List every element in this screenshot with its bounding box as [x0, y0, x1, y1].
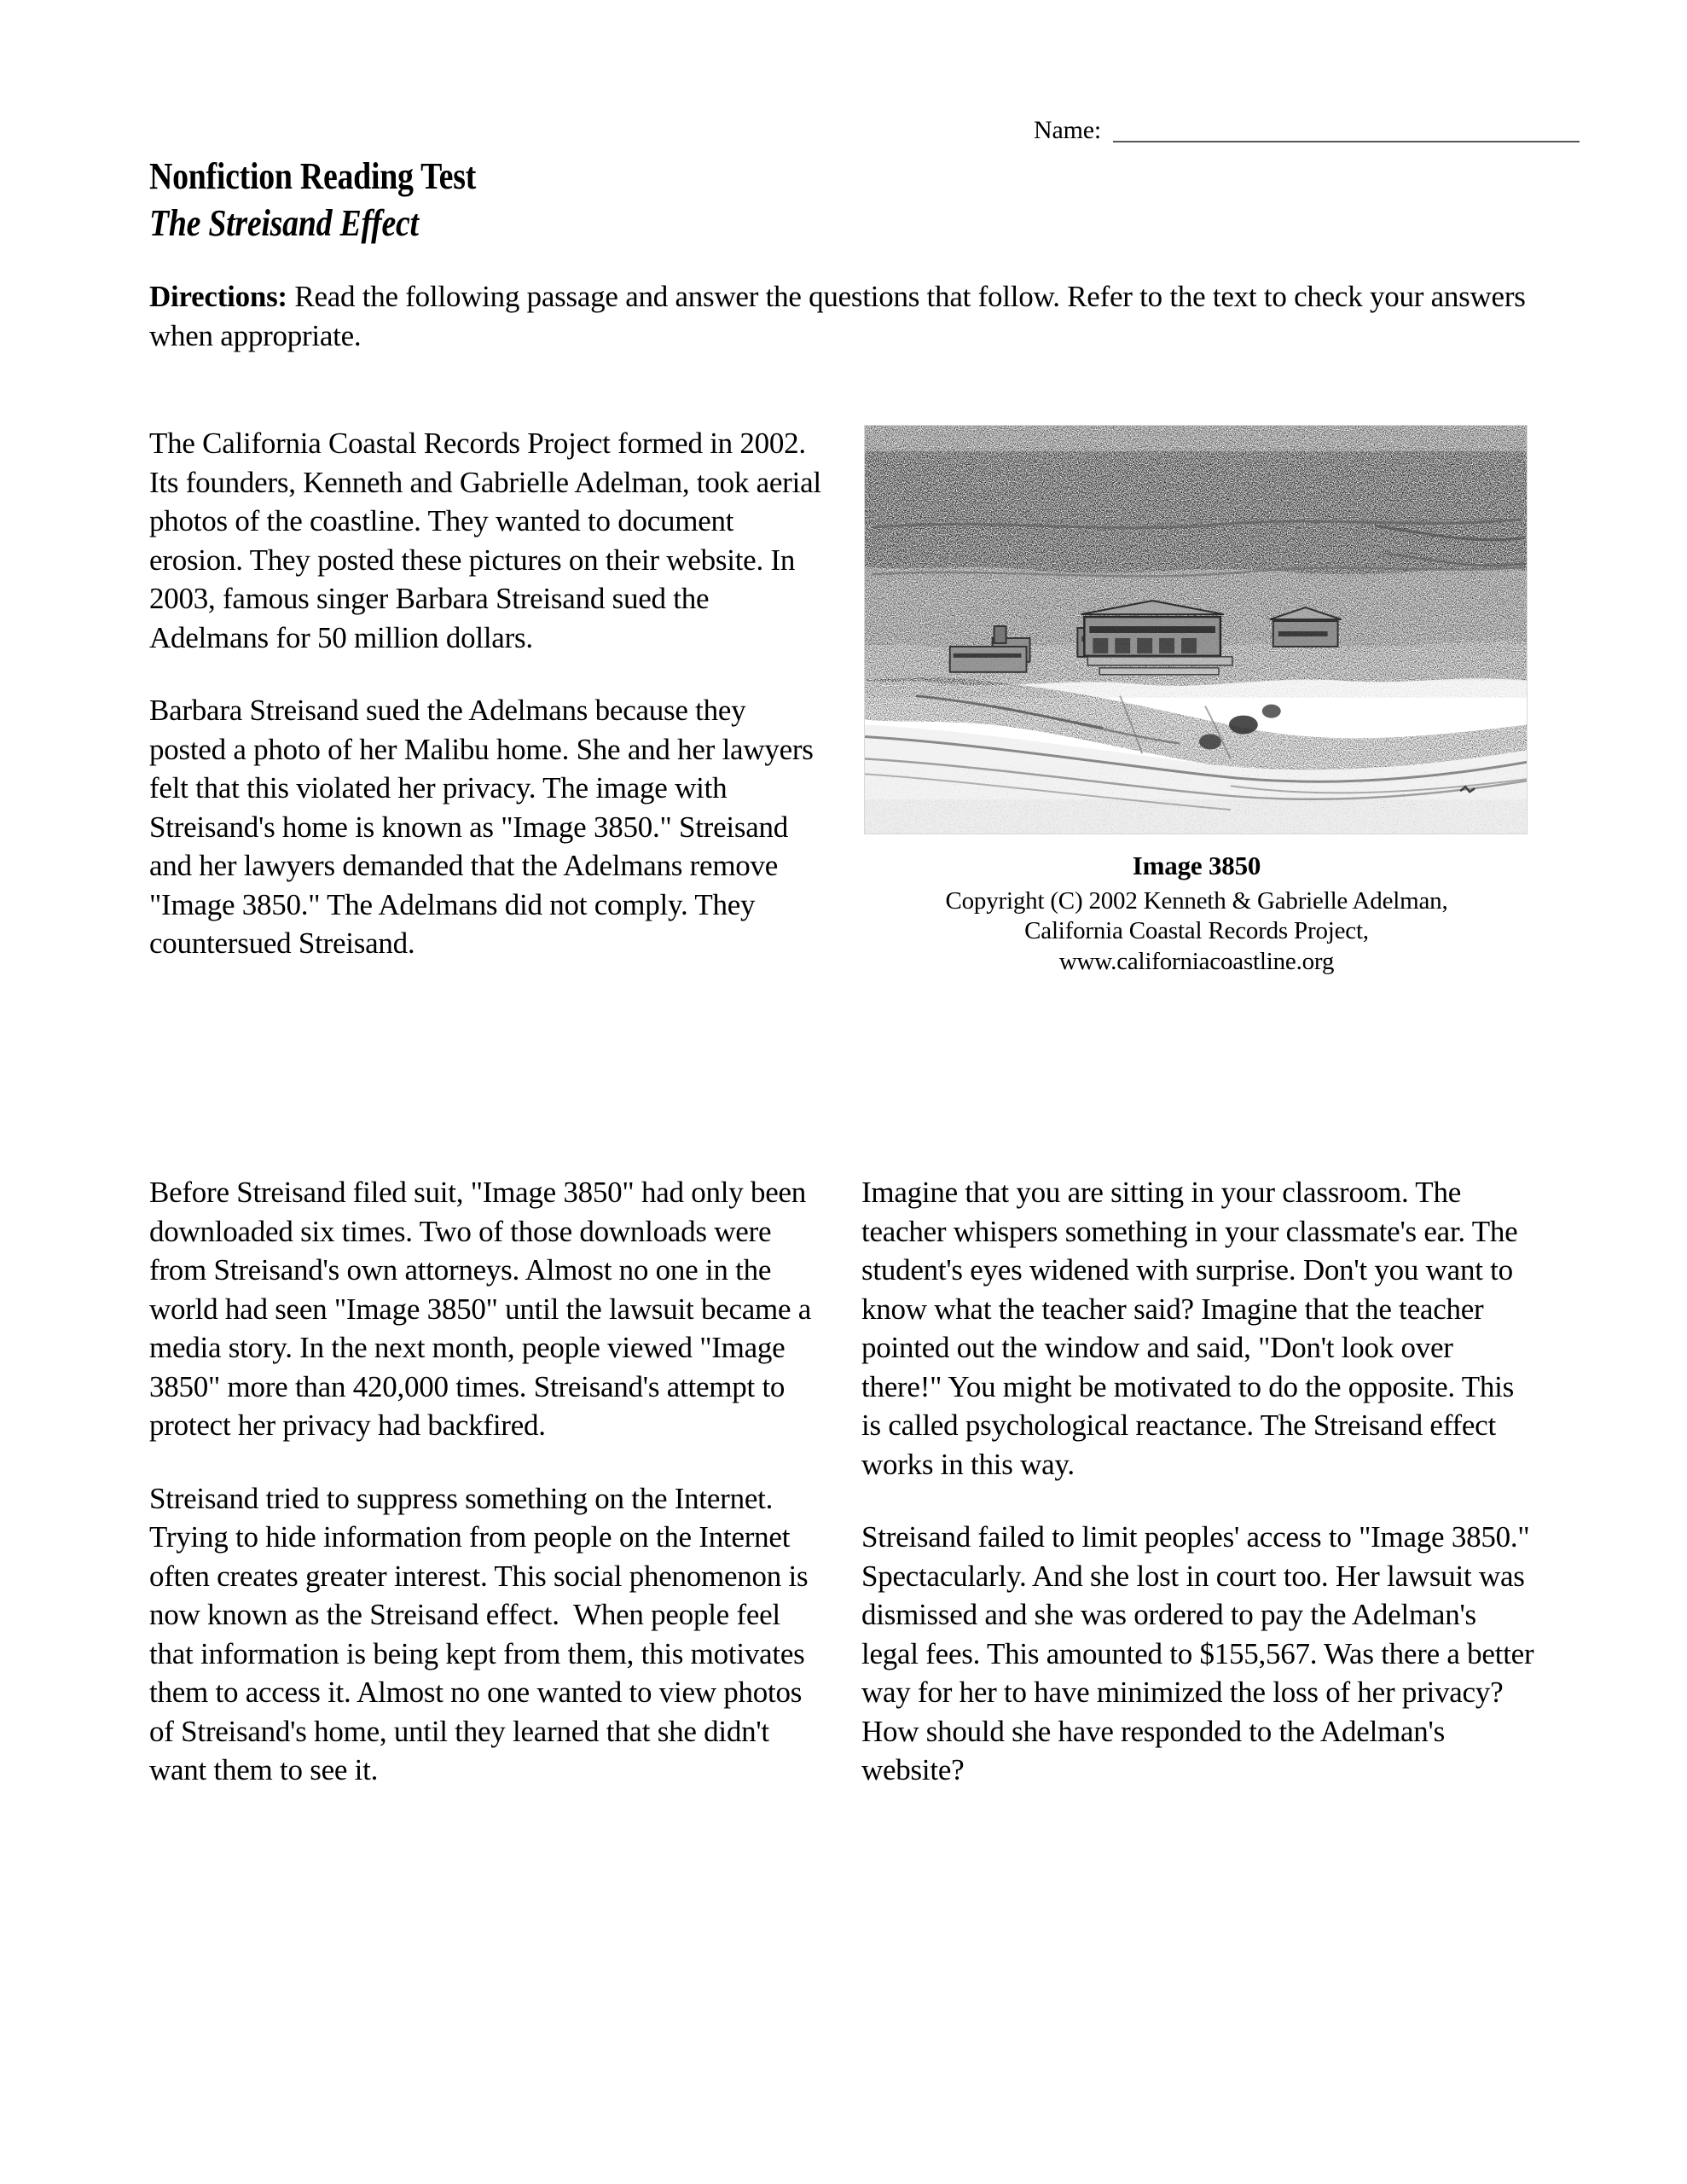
passage-paragraph: Before Streisand filed suit, "Image 3850" had only been downloaded six times. Two of those downloads were from Streisand's own attorneys. Almost no one in the world had seen "Image 3850" until the lawsuit became a media story. In the next month, people viewed "Image 3850" more than 420,000 times. Streisand's attempt to protect her privacy had backfired. [149, 1176, 819, 1442]
passage-paragraph: The California Coastal Records Project formed in 2002. Its founders, Kenneth and Gabrielle Adelman, took aerial photos of the coastline. They wanted to document erosion. They posted these pictures on their website. In 2003, famous singer Barbara Streisand sued the Adelmans for 50 million dollars. [149, 427, 829, 654]
caption-website-line: www.californiacoastline.org [1058, 947, 1335, 975]
name-field-row [1034, 118, 1580, 145]
page-subtitle: The Streisand Effect [149, 202, 419, 245]
directions-label: Directions: [149, 280, 287, 313]
name-write-in-line[interactable] [1113, 140, 1580, 142]
caption-copyright-line-2: California Coastal Records Project, [1024, 917, 1369, 945]
figure-caption [864, 850, 1529, 977]
name-label: Name: [1034, 116, 1101, 144]
passage-paragraph: Barbara Streisand sued the Adelmans because they posted a photo of her Malibu home. She and her lawyers felt that this violated her privacy. The image with Streisand's home is known as "Image 3850." Streisand and her lawyers demanded that the Adelmans remove "Image 3850." The Adelmans did not comply. They countersued Streisand. [149, 694, 821, 960]
passage-column-left-bottom [149, 1173, 827, 1790]
caption-copyright-line-1: Copyright (C) 2002 Kenneth & Gabrielle Adelman, [945, 886, 1448, 915]
passage-column-right-bottom [861, 1173, 1539, 1790]
caption-title: Image 3850 [1132, 851, 1261, 880]
title-block [149, 155, 1087, 245]
passage-paragraph: Imagine that you are sitting in your classroom. The teacher whispers something in your classmate's ear. The student's eyes widened with surprise. Don't you want to know what the teacher said? Imagine that the teacher pointed out the window and said, "Don't look over there!" You might be motivated to do the opposite. This is called psychological reactance. The Streisand effect works in this way. [861, 1176, 1525, 1481]
aerial-coastline-photo [864, 425, 1528, 834]
directions-paragraph [149, 277, 1535, 355]
passage-column-left-top [149, 424, 829, 963]
directions-text: Read the following passage and answer the questions that follow. Refer to the text to check your answers when appropriate. [149, 280, 1526, 352]
page-title: Nonfiction Reading Test [149, 155, 477, 197]
passage-paragraph: Streisand failed to limit peoples' access to "Image 3850." Spectacularly. And she lost in court too. Her lawsuit was dismissed and she was ordered to pay the Adelman's legal fees. This amounted to $155,567. Was there a better way for her to have minimized the loss of her privacy? How should she have responded to the Adelman's website? [861, 1520, 1541, 1786]
figure-block [864, 425, 1529, 977]
passage-paragraph: Streisand tried to suppress something on the Internet. Trying to hide information from people on the Internet often creates greater interest. This social phenomenon is now known as the Streisand effect. When people feel that information is being kept from them, this motivates them to access it. Almost no one wanted to view photos of Streisand's home, until they learned that she didn't want them to see it. [149, 1481, 815, 1786]
